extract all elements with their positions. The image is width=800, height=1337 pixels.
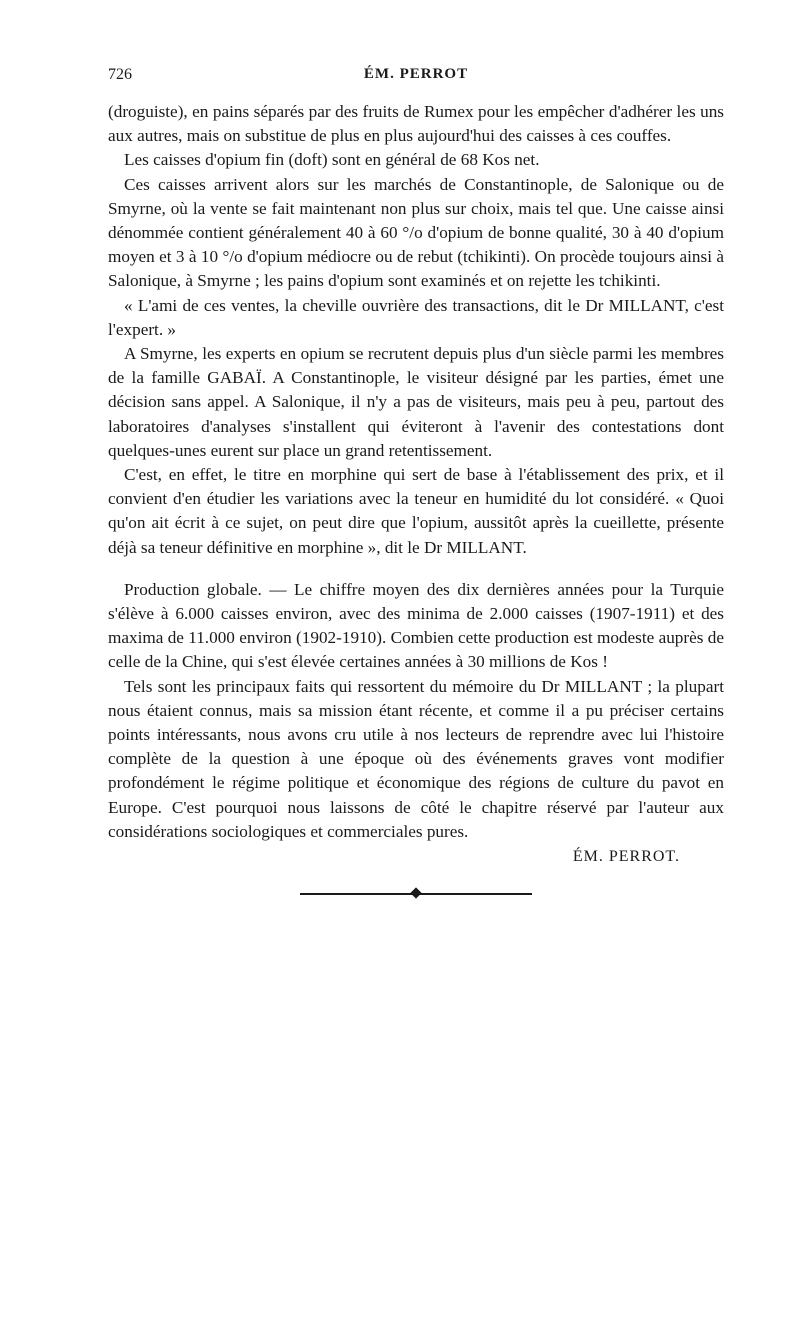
end-ornament bbox=[300, 888, 532, 900]
paragraph-2: Les caisses d'opium fin (doft) sont en général de 68 Kos net. bbox=[124, 150, 540, 170]
page-number: 726 bbox=[108, 66, 132, 83]
paragraph-3: Ces caisses arrivent alors sur les marchés de Constantinople, de Salonique ou de Smyrne, où la vente se fait maintenant non plus sur choix, mais tel que. Une caisse ainsi dénommée contient généralement 40 à 60 °/o d'opium de bonne qualité, 30 à 40 d'opium moyen et 3 à 10 °/o d'opium médiocre ou de rebut (tchikinti). On procède toujours ainsi à Salonique, à Smyrne ; les pains d'opium sont examinés et on rejette les tchikinti. bbox=[108, 174, 724, 291]
paragraph-1: (droguiste), en pains séparés par des fruits de Rumex pour les empêcher d'adhérer les uns aux autres, mais on substitue de plus en plus aujourd'hui des caisses à ces couffes. bbox=[108, 102, 724, 146]
section-gap bbox=[108, 560, 724, 578]
page bbox=[108, 66, 724, 900]
page-header bbox=[108, 66, 724, 94]
diamond-icon bbox=[410, 887, 421, 898]
running-head: ÉM. PERROT bbox=[363, 66, 469, 82]
paragraph-6: C'est, en effet, le titre en morphine qui sert de base à l'établissement des prix, et il convient d'en étudier les variations avec la teneur en humidité du lot considéré. « Quoi qu'on ait écrit à ce sujet, on peut dire que l'opium, aussitôt après la cueillette, présente déjà sa teneur définitive en morphine », dit le Dr MILLANT. bbox=[108, 465, 724, 557]
paragraph-8: Tels sont les principaux faits qui ressortent du mémoire du Dr MILLANT ; la plupart nous étaient connus, mais sa mission étant récente, et comme il a pu préciser certains points intéressants, nous avons cru utile à nos lecteurs de reprendre avec lui l'histoire complète de la question à une époque où des événements graves vont modifier profondément le régime politique et économique des régions de culture du pavot en Europe. C'est pourquoi nous laissons de côté le chapitre réservé par l'auteur aux considérations sociologiques et commerciales pures. bbox=[108, 676, 724, 841]
author-signature: ÉM. PERROT. bbox=[572, 848, 680, 866]
paragraph-4: « L'ami de ces ventes, la cheville ouvrière des transactions, dit le Dr MILLANT, c'est l'expert. » bbox=[108, 295, 724, 339]
paragraph-7: Production globale. — Le chiffre moyen des dix dernières années pour la Turquie s'élève à 6.000 caisses environ, avec des minima de 2.000 caisses (1907-1911) et des maxima de 11.000 environ (1902-1910). Combien cette production est modeste auprès de celle de la Chine, qui s'est élevée certaines années à 30 millions de Kos ! bbox=[108, 579, 724, 672]
paragraph-5: A Smyrne, les experts en opium se recrutent depuis plus d'un siècle parmi les membres de la famille GABAÏ. A Constantinople, le visiteur désigné par les parties, émet une décision sans appel. A Salonique, il n'y a pas de visiteurs, mais peu à peu, partout des laboratoires d'analyses s'installent qui éviteront à l'avenir des contestations dont quelques-unes eurent sur place un grand retentissement. bbox=[108, 344, 724, 460]
body-text bbox=[108, 100, 724, 844]
